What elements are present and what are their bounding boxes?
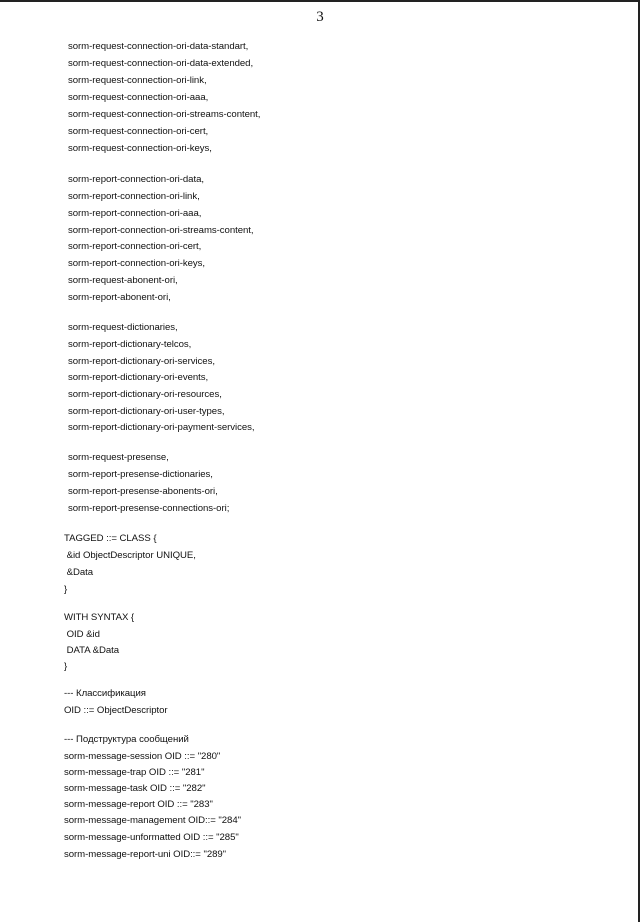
- tagged-class-close: }: [64, 584, 68, 595]
- message-oid-line: sorm-message-task OID ::= "282": [64, 783, 206, 794]
- code-line: sorm-request-connection-ori-cert,: [68, 126, 209, 137]
- code-line: sorm-request-connection-ori-data-standart,: [68, 41, 249, 52]
- code-line: sorm-report-connection-ori-link,: [68, 191, 200, 202]
- with-syntax-line: DATA &Data: [64, 645, 120, 656]
- code-line: sorm-request-connection-ori-data-extended,: [68, 58, 254, 69]
- code-line: sorm-request-connection-ori-streams-content,: [68, 109, 261, 120]
- tagged-class-field: &Data: [64, 567, 94, 578]
- code-line: sorm-report-connection-ori-streams-content,: [68, 225, 254, 236]
- code-line: sorm-request-dictionaries,: [68, 322, 178, 333]
- message-substructure-comment: --- Подструктура сообщений: [64, 734, 189, 745]
- code-line: sorm-report-dictionary-ori-user-types,: [68, 406, 225, 417]
- code-line: sorm-report-connection-ori-keys,: [68, 258, 206, 269]
- code-line: sorm-report-connection-ori-cert,: [68, 241, 202, 252]
- classification-definition: OID ::= ObjectDescriptor: [64, 705, 168, 716]
- code-line: sorm-report-connection-ori-data,: [68, 174, 204, 185]
- message-oid-line: sorm-message-management OID::= "284": [64, 815, 241, 826]
- code-line: sorm-report-dictionary-ori-resources,: [68, 389, 222, 400]
- code-line: sorm-request-presense,: [68, 452, 169, 463]
- classification-comment: --- Классификация: [64, 688, 146, 699]
- message-oid-line: sorm-message-unformatted OID ::= "285": [64, 832, 239, 843]
- page-number: 3: [316, 9, 324, 25]
- message-oid-line: sorm-message-trap OID ::= "281": [64, 767, 205, 778]
- with-syntax-close: }: [64, 661, 68, 672]
- code-line: sorm-report-abonent-ori,: [68, 292, 171, 303]
- tagged-class-field: &id ObjectDescriptor UNIQUE,: [64, 550, 196, 561]
- message-oid-line: sorm-message-session OID ::= "280": [64, 751, 221, 762]
- code-line: sorm-request-abonent-ori,: [68, 275, 178, 286]
- code-line: sorm-report-dictionary-ori-payment-services,: [68, 422, 255, 433]
- code-line: sorm-report-dictionary-ori-events,: [68, 372, 209, 383]
- with-syntax-line: OID &id: [64, 629, 100, 640]
- message-oid-line: sorm-message-report OID ::= "283": [64, 799, 213, 810]
- with-syntax-header: WITH SYNTAX {: [64, 612, 135, 623]
- code-line: sorm-report-presense-connections-ori;: [68, 503, 230, 514]
- code-line: sorm-report-dictionary-ori-services,: [68, 356, 215, 367]
- code-line: sorm-report-connection-ori-aaa,: [68, 208, 202, 219]
- code-line: sorm-report-dictionary-telcos,: [68, 339, 192, 350]
- tagged-class-header: TAGGED ::= CLASS {: [64, 533, 157, 544]
- code-line: sorm-report-presense-abonents-ori,: [68, 486, 218, 497]
- code-line: sorm-request-connection-ori-link,: [68, 75, 207, 86]
- code-line: sorm-request-connection-ori-keys,: [68, 143, 212, 154]
- code-line: sorm-request-connection-ori-aaa,: [68, 92, 209, 103]
- message-oid-line: sorm-message-report-uni OID::= "289": [64, 849, 227, 860]
- code-line: sorm-report-presense-dictionaries,: [68, 469, 213, 480]
